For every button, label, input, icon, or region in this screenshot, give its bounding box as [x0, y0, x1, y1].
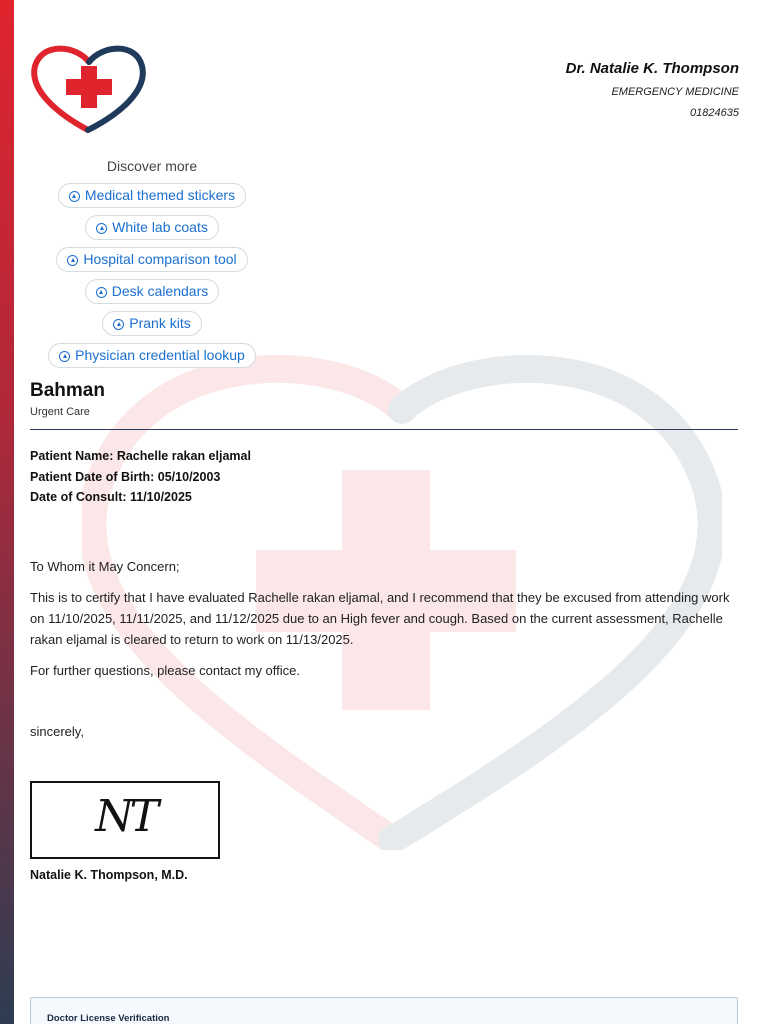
chip-label: Hospital comparison tool: [83, 251, 237, 267]
doctor-specialty: EMERGENCY MEDICINE: [611, 86, 739, 98]
heart-cross-logo: [30, 40, 148, 134]
signature-printed-name: Natalie K. Thompson, M.D.: [30, 868, 188, 882]
discover-chip-credential-lookup[interactable]: [48, 343, 256, 368]
discover-more-panel: [36, 158, 268, 375]
chip-label: White lab coats: [112, 219, 208, 235]
discover-chip-prank-kits[interactable]: [102, 311, 201, 336]
discover-chip-hospital-comparison[interactable]: [56, 247, 247, 272]
side-accent-bar: [0, 0, 14, 1024]
signature-box: [30, 781, 220, 859]
consult-date: Date of Consult: 11/10/2025: [30, 490, 192, 504]
patient-name: Patient Name: Rachelle rakan eljamal: [30, 449, 251, 463]
facility-block: [30, 380, 105, 418]
discover-more-title: Discover more: [106, 158, 198, 174]
patient-info: [30, 446, 251, 508]
letter-paragraph: This is to certify that I have evaluated Rachelle rakan eljamal, and I recommend that they be excused from attending work on 11/10/2025, 11/11/2025, and 11/12/2025 due to an High fever and cough. Based on the current assessment, Rachelle rakan eljamal is cleared to return to work on 11/13/2025.: [30, 590, 730, 647]
arrow-up-circle-icon: [67, 255, 78, 266]
doctor-name: Dr. Natalie K. Thompson: [565, 60, 739, 77]
letter-greeting: To Whom it May Concern;: [30, 559, 180, 574]
discover-chip-lab-coats[interactable]: [85, 215, 219, 240]
letter-closing: sincerely,: [30, 724, 84, 739]
chip-label: Desk calendars: [111, 283, 209, 299]
arrow-up-circle-icon: [96, 287, 107, 298]
header-divider: [30, 429, 738, 430]
chip-label: Physician credential lookup: [75, 347, 245, 363]
discover-chip-desk-calendars[interactable]: [85, 279, 220, 304]
license-verification-title: Doctor License Verification: [47, 1013, 170, 1024]
facility-name: Bahman: [30, 380, 105, 401]
arrow-up-circle-icon: [59, 351, 70, 362]
license-verification-box: [30, 997, 738, 1024]
doctor-header: [566, 60, 739, 128]
arrow-up-circle-icon: [113, 319, 124, 330]
chip-label: Prank kits: [129, 315, 191, 331]
patient-dob: Patient Date of Birth: 05/10/2003: [30, 469, 221, 484]
signature-initials: NT: [95, 791, 155, 842]
chip-label: Medical themed stickers: [84, 187, 236, 203]
doctor-phone: 01824635: [690, 107, 739, 119]
facility-type: Urgent Care: [30, 406, 90, 418]
discover-chip-stickers[interactable]: [58, 183, 246, 208]
arrow-up-circle-icon: [69, 191, 80, 202]
letter-contact: For further questions, please contact my office.: [30, 663, 301, 678]
arrow-up-circle-icon: [96, 223, 107, 234]
letter-body: [30, 556, 742, 742]
